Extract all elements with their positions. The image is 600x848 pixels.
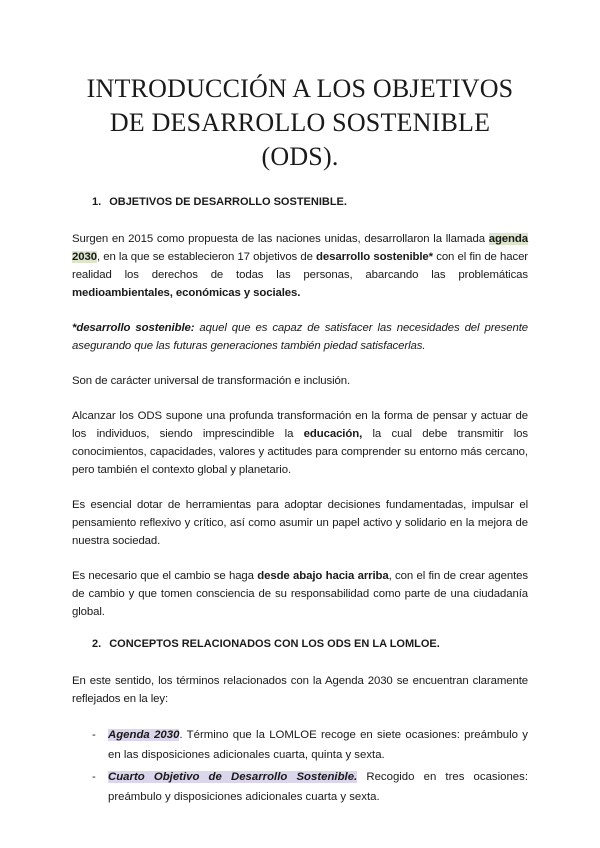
paragraph-universal: Son de carácter universal de transformación e inclusión. — [72, 375, 351, 387]
paragraph-definition — [72, 319, 528, 355]
paragraph-origin — [72, 230, 528, 302]
list-item — [92, 725, 528, 765]
text: Surgen en 2015 como propuesta de las naciones unidas, desarrollaron la llamada — [72, 233, 489, 245]
title-line-1: INTRODUCCIÓN A LOS OBJETIVOS — [86, 74, 514, 103]
paragraph-education — [72, 407, 528, 479]
bold-problematicas: medioambientales, económicas y sociales. — [72, 287, 301, 299]
section-1-number: 1. — [92, 196, 102, 208]
section-2-number: 2. — [92, 638, 102, 650]
bold-desde-abajo: desde abajo hacia arriba — [257, 570, 389, 582]
section-2-heading — [72, 638, 528, 650]
paragraph-lomloe-intro: En este sentido, los términos relacionados con la Agenda 2030 se encuentran claramente reflejados en la ley: — [72, 675, 528, 705]
text: , con el fin de crear agentes de cambio y que tomen consciencia de su responsabilidad como parte de una ciudadanía global. — [72, 570, 528, 618]
text: , en la que se establecieron 17 objetivos de — [96, 251, 317, 263]
title-line-2: DE DESARROLLO SOSTENIBLE — [109, 108, 491, 137]
document-title — [72, 72, 528, 174]
title-line-3: (ODS). — [261, 142, 339, 171]
section-2-title: CONCEPTOS RELACIONADOS CON LOS ODS EN LA LOMLOE. — [109, 638, 440, 650]
paragraph-change — [72, 567, 528, 621]
highlight-cuarto-objetivo-term: Cuarto Objetivo de Desarrollo Sostenible. — [108, 771, 358, 783]
bold-desarrollo-sostenible: desarrollo sostenible* — [316, 251, 434, 263]
text: Es necesario que el cambio se haga — [72, 570, 258, 582]
text: con el fin de hacer realidad los derechos de todas las personas, abarcando las problemáticas — [72, 251, 528, 281]
bullet-list — [72, 725, 528, 807]
text: aquel que es capaz de satisfacer las necesidades del presente asegurando que las futuras generaciones también piedad satisfacerlas. — [72, 322, 528, 352]
highlight-agenda-2030-term: Agenda 2030 — [108, 729, 180, 741]
section-1-title: OBJETIVOS DE DESARROLLO SOSTENIBLE. — [109, 196, 347, 208]
highlight-agenda-2030: agenda 2030 — [72, 233, 528, 263]
text: Alcanzar los ODS supone una profunda transformación en la forma de pensar y actuar de los individuos, siendo imprescindible la — [72, 410, 528, 440]
paragraph-tools: Es esencial dotar de herramientas para adoptar decisiones fundamentadas, impulsar el pensamiento reflexivo y crítico, así como asumir un papel activo y solidario en la mejora de nuestra sociedad. — [72, 499, 528, 547]
list-item — [92, 767, 528, 807]
text: la cual debe transmitir los conocimientos, capacidades, valores y actitudes para comprender su entorno más cercano, pero también el contexto global y planetario. — [72, 428, 528, 476]
text: Recogido en tres ocasiones: preámbulo y disposiciones adicionales cuarta y sexta. — [108, 771, 529, 803]
section-1-heading — [72, 196, 528, 208]
bold-educacion: educación, — [303, 428, 363, 440]
text: . Término que la LOMLOE recoge en siete ocasiones: preámbulo y en las disposiciones adicionales cuarta, quinta y sexta. — [108, 729, 528, 761]
bold-definition-term: *desarrollo sostenible: — [72, 322, 195, 334]
